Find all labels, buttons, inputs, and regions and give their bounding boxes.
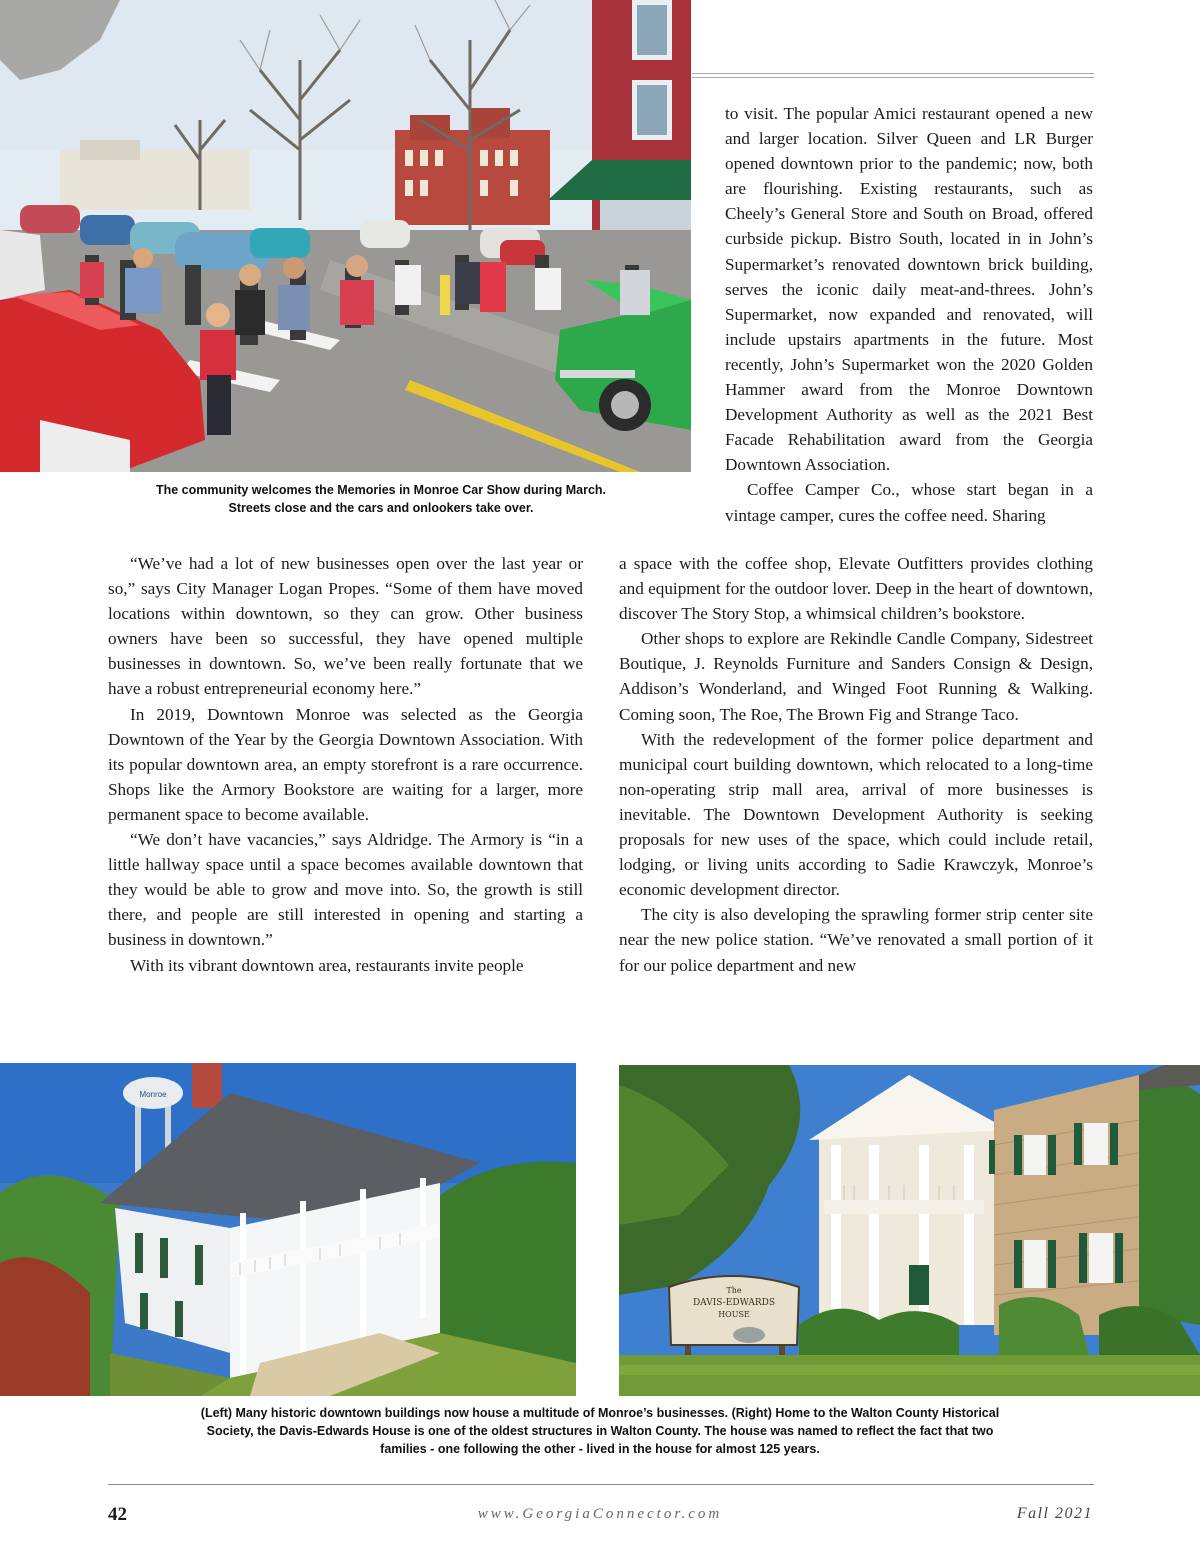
article-column-right-top (725, 101, 1093, 528)
article-column-right (619, 551, 1093, 978)
sign-line-3: HOUSE (718, 1310, 750, 1319)
paragraph: With the redevelopment of the former police department and municipal court building downtown, which relocated to a long-time non-operating strip mall area, arrival of more businesses is inevitable. The Downtown Development Authority is seeking proposals for new uses of the space, which could include retail, lodging, or living units according to Sadie Krawczyk, Monroe’s economic development director. (619, 729, 1093, 900)
paragraph: “We’ve had a lot of new businesses open over the last year or so,” says City Manager Logan Propes. “Some of them have moved locations within downtown, so they can grow. Other business owners have been so successful, they have opened multiple businesses in downtown. So, we’ve been really fortunate that we have a robust entrepreneurial economy here.” (108, 554, 583, 699)
footer-rule (108, 1484, 1094, 1485)
davis-edwards-house-photo (619, 1065, 1200, 1396)
sign-line-1: The (726, 1286, 742, 1295)
bottom-photos-caption (0, 1404, 1200, 1458)
paragraph: “We don’t have vacancies,” says Aldridge. The Armory is “in a little hallway space until a space becomes available downtown that they would be able to grow and move into. So, the growth is still there, and people are still interested in opening and starting a business in downtown.” (108, 830, 583, 950)
paragraph: to visit. The popular Amici restaurant opened a new and larger location. Silver Queen and LR Burger opened downtown prior to the pandemic; now, both are flourishing. Existing restaurants, such as Cheely’s General Store and South on Broad, offered curbside pickup. Bistro South, located in in John’s Supermarket’s renovated downtown brick building, serves the iconic daily meat-and-threes. John’s Supermarket, now expanded and renovated, will include upstairs apartments in the future. Most recently, John’s Supermarket won the 2020 Golden Hammer award from the Monroe Downtown Development Authority as well as the 2021 Best Facade Rehabilitation award from the Georgia Downtown Association. (725, 104, 1093, 475)
footer-website-link[interactable]: www.GeorgiaConnector.com (477, 1506, 723, 1522)
caption-line: The community welcomes the Memories in Monroe Car Show during March. (155, 483, 607, 497)
car-show-photo (0, 0, 691, 472)
water-tower-label: Monroe (139, 1090, 167, 1099)
paragraph: In 2019, Downtown Monroe was selected as the Georgia Downtown of the Year by the Georgia Downtown Association. With its popular downtown area, an empty storefront is a rare occurrence. Shops like the Armory Bookstore are waiting for a larger, more permanent space to become available. (108, 704, 583, 824)
sign-line-2: DAVIS-EDWARDS (692, 1298, 776, 1308)
paragraph: a space with the coffee shop, Elevate Outfitters provides clothing and equipment for the outdoor lover. Deep in the heart of downtown, discover The Story Stop, a whimsical children’s bookstore. (619, 554, 1093, 624)
caption-line: Streets close and the cars and onlookers take over. (228, 501, 534, 515)
paragraph: The city is also developing the sprawling former strip center site near the new police station. “We’ve renovated a small portion of it for our police department and new (619, 905, 1093, 975)
issue-label: Fall 2021 (1016, 1505, 1093, 1522)
article-column-left (108, 551, 583, 978)
caption-line: families - one following the other - lived in the house for almost 125 years. (380, 1442, 820, 1456)
header-rule-1 (692, 73, 1094, 74)
caption-line: Society, the Davis-Edwards House is one of the oldest structures in Walton County. The house was named to reflect the fact that two (206, 1424, 994, 1438)
paragraph: With its vibrant downtown area, restaurants invite people (130, 955, 524, 975)
paragraph: Coffee Camper Co., whose start began in a vintage camper, cures the coffee need. Sharing (725, 480, 1093, 525)
caption-line: (Left) Many historic downtown buildings now house a multitude of Monroe’s businesses. (Right) Home to the Walton County Historical (200, 1406, 1000, 1420)
page-number: 42 (108, 1504, 127, 1525)
header-rule-2 (692, 77, 1094, 78)
historic-building-photo (0, 1063, 576, 1396)
paragraph: Other shops to explore are Rekindle Candle Company, Sidestreet Boutique, J. Reynolds Furniture and Sanders Consign & Design, Addison’s Wonderland, and Winged Foot Running & Walking. Coming soon, The Roe, The Brown Fig and Strange Taco. (619, 629, 1093, 724)
car-show-caption (0, 481, 762, 517)
